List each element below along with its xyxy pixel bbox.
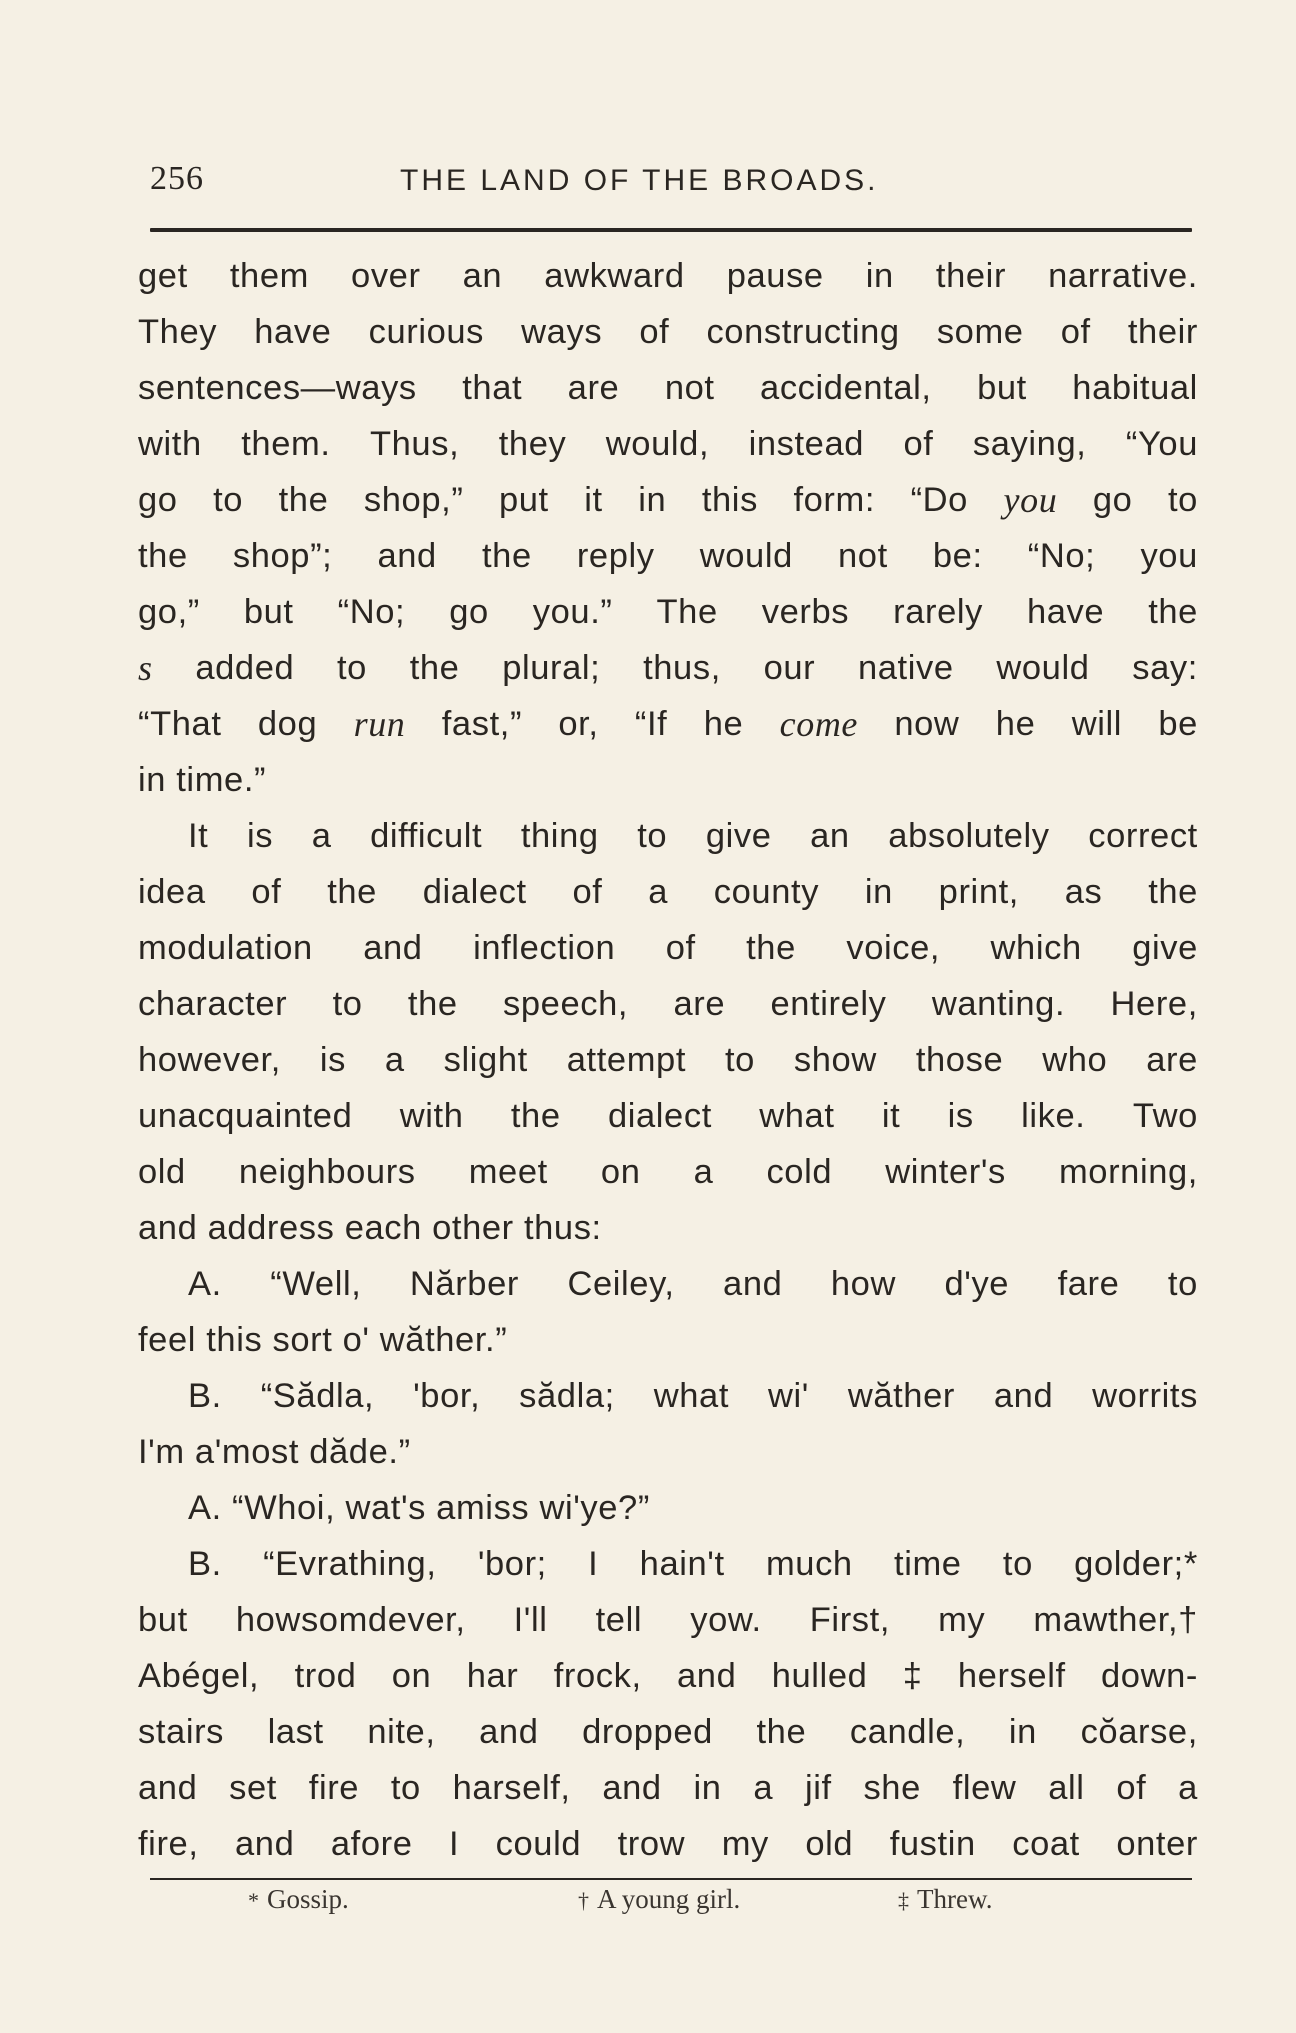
text-line: old neighbours meet on a cold winter's morning, <box>138 1153 1198 1191</box>
text-line: A. “Whoi, wat's amiss wi'ye?” <box>188 1489 650 1527</box>
text-line: go,” but “No; go you.” The verbs rarely have the <box>138 593 1198 631</box>
text-line: idea of the dialect of a county in print, as the <box>138 873 1198 911</box>
footnote-text: A young girl. <box>597 1884 741 1914</box>
text-line: and set fire to harself, and in a jif she flew all of a <box>138 1769 1198 1807</box>
header-rule <box>150 228 1192 232</box>
text-line: unacquainted with the dialect what it is like. Two <box>138 1097 1198 1135</box>
page-header <box>150 160 1200 210</box>
text-line: but howsomdever, I'll tell yow. First, my mawther,† <box>138 1601 1198 1639</box>
text-line: “That dog run fast,” or, “If he come now he will be <box>138 704 1198 744</box>
footnote-2 <box>578 1884 740 1915</box>
text-line: in time.” <box>138 761 267 799</box>
running-head: THE LAND OF THE BROADS. <box>400 164 879 197</box>
footnote-rule <box>150 1878 1192 1880</box>
body-text <box>138 248 1198 1872</box>
text-line: go to the shop,” put it in this form: “Do you go to <box>138 480 1198 520</box>
text-line: A. “Well, Nărber Ceiley, and how d'ye fare to <box>188 1265 1198 1303</box>
text-line: B. “Evrathing, 'bor; I hain't much time to golder;* <box>188 1545 1198 1583</box>
text-line: get them over an awkward pause in their narrative. <box>138 257 1198 295</box>
text-line: stairs last nite, and dropped the candle, in cŏarse, <box>138 1713 1198 1751</box>
text-line: modulation and inflection of the voice, which give <box>138 929 1198 967</box>
text-line: however, is a slight attempt to show those who are <box>138 1041 1198 1079</box>
footnote-1 <box>248 1884 349 1915</box>
text-line: Abégel, trod on har frock, and hulled ‡ herself down- <box>138 1657 1198 1695</box>
text-line: feel this sort o' wăther.” <box>138 1321 508 1359</box>
text-line: character to the speech, are entirely wanting. Here, <box>138 985 1198 1023</box>
text-line: I'm a'most dăde.” <box>138 1433 411 1471</box>
footnote-3 <box>898 1884 992 1915</box>
text-line: fire, and afore I could trow my old fustin coat onter <box>138 1825 1198 1863</box>
text-line: sentences—ways that are not accidental, but habitual <box>138 369 1198 407</box>
text-line: with them. Thus, they would, instead of saying, “You <box>138 425 1198 463</box>
text-line: the shop”; and the reply would not be: “No; you <box>138 537 1198 575</box>
footnote-mark: † <box>578 1888 589 1913</box>
page-number: 256 <box>150 160 204 197</box>
text-line: B. “Sădla, 'bor, sădla; what wi' wăther and worrits <box>188 1377 1198 1415</box>
footnote-text: Threw. <box>917 1884 993 1914</box>
footnote-mark: * <box>248 1888 259 1913</box>
footnote-mark: ‡ <box>898 1888 909 1913</box>
text-line: and address each other thus: <box>138 1209 602 1247</box>
text-line: It is a difficult thing to give an absolutely correct <box>188 817 1198 855</box>
text-line: s added to the plural; thus, our native would say: <box>138 648 1198 688</box>
text-line: They have curious ways of constructing some of their <box>138 313 1198 351</box>
footnote-text: Gossip. <box>267 1884 349 1914</box>
